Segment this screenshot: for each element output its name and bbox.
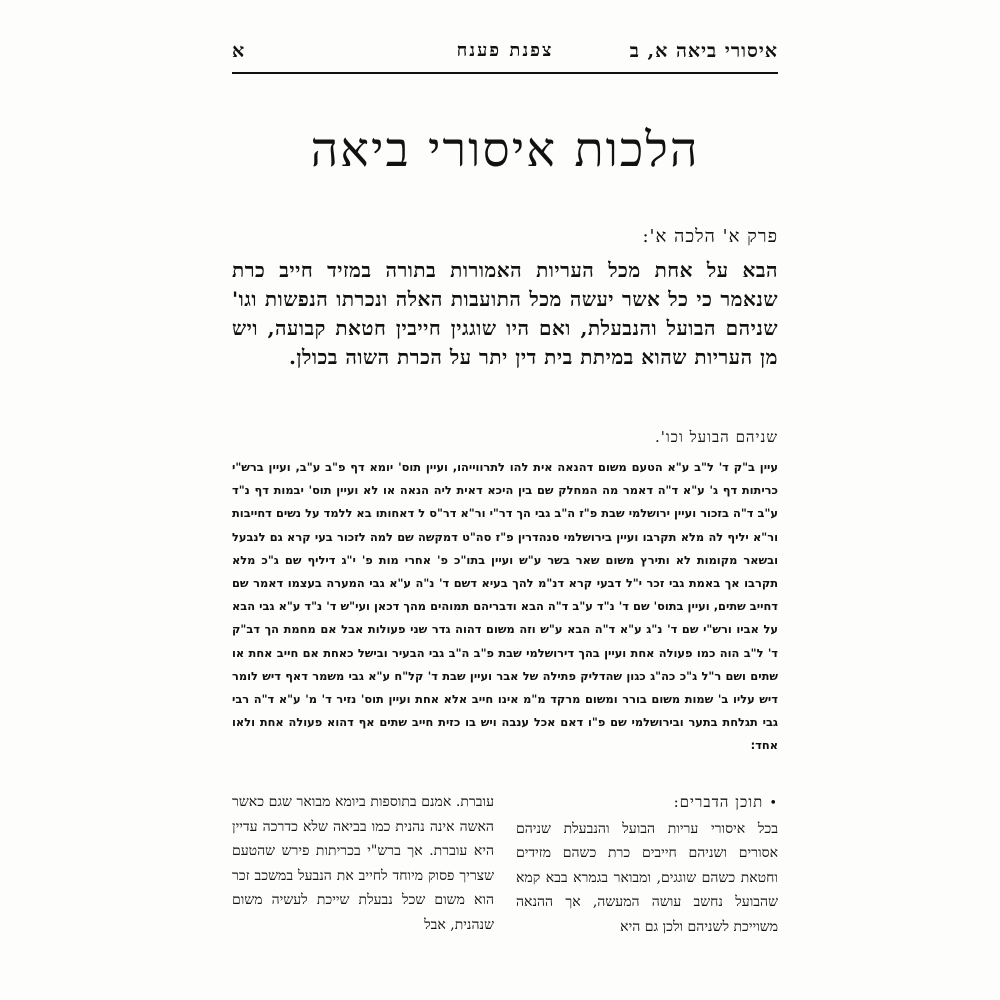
- running-head: [232, 40, 778, 74]
- header-rule: [232, 72, 778, 74]
- halacha-text: הבא על אחת מכל העריות האמורות בתורה במזיד חייב כרת שנאמר כי כל אשר יעשה מכל התועבות האלה ונכרתו הנפשות וגו' שניהם הבועל והנבעלת, ואם היו שוגגין חייבין חטאת קבועה, ויש מן העריות שהוא במיתת בית דין יתר על הכרת השוה בכולן.: [232, 258, 778, 369]
- page-number: א: [232, 40, 245, 62]
- page-title: הלכות איסורי ביאה: [310, 122, 700, 178]
- summary-title-label: תוכן הדברים:: [673, 793, 764, 811]
- summary-text-left: עוברת. אמנם בתוספות ביומא מבואר שגם כאשר האשה אינה נהנית כמו בביאה שלא כדרכה עדיין היא עוברת. אך ברש"י בכריתות פירש שהטעם שצריך פסוק מיוחד לחייב את הנבעל במשכב זכר הוא משום שכל נבעלת שייכת לעשיה משום שנהנית, אבל: [232, 794, 494, 933]
- commentary-text: עיין ב"ק ד' ל"ב ע"א הטעם משום דהנאה אית להו לתרווייהו, ועיין תוס' יומא דף פ"ב ע"ב, ועיין ברש"י כריתות דף ג' ע"א ד"ה דאמר מה המחלק שם בין היכא דאית ליה הנאה או לא ועיין תוס' יבמות דף נ"ד ע"ב ד"ה בזכור ועיין ירושלמי שבת פ"ז ה"ב גבי הך דר"י ור"א דר"ס ל דאחותו בא ללמד על נשים דחייבות ור"א יליף לה מלא תקרבו ועיין בירושלמי סנהדרין פ"ז סה"ט דמקשה שם למה לזכור בעי קרא גם לנבעל ובשאר מקומות לא ותירץ משום שאר בשר ע"ש ועיין בתו"כ פ' אחרי מות פ' י"ג דיליף שם ג"כ מלא תקרבו אך באמת גבי זכר י"ל דבעי קרא דנ"מ להך בעיא דשם ד' נ"ה ע"א גבי המערה בעצמו דאמר שם דחייב שתים, ועיין בתוס' שם ד' נ"ד ע"ב ד"ה הבא ודבריהם תמוהים מהך דכאן ועי"ש ד' נ"ד ע"א גבי הבא על אביו ורש"י שם ד' נ"ג ע"א ד"ה הבא ע"ש וזה משום דהוה גדר שני פעולות אבל אם מחמת הך דב"ק ד' ל"ב הוה כמו פעולה אחת ועיין בהך דירושלמי שבת פ"ב ה"ב גבי הבעיר ובישל כאחת אם חייב אחת או שתים ושם ר"ל ג"כ כה"ג כגון שהדליק פתילה של אבר ועיין שבת ד' קל"ח ע"א גבי משמר דאף דיש לומר דיש עליו ב' שמות משום בורר ומשום מרקד מ"מ אינו חייב אלא אחת ועיין תוס' נזיר ד' מ' ע"א ד"ה רבי גבי תגלחת בתער ובירושלמי שם פ"ו דאם אכל ענבה ויש בו כזית חייב שתים אף דהוא פעולה אחת ולאו אחד:: [232, 460, 778, 753]
- summary-title: [516, 790, 778, 817]
- running-head-section: איסורי ביאה א, ב: [629, 40, 778, 62]
- dibur-hamatchil: שניהם הבועל וכו'.: [654, 428, 778, 446]
- summary-column-right: [516, 790, 778, 940]
- running-head-book-title: צפנת פענח: [456, 40, 554, 61]
- summary-text-right: בכל איסורי עריות הבועל והנבעלת שניהם אסורים ושניהם חייבים כרת כשהם מזידים וחטאת כשהם שוגגים, ומבואר בגמרא בבא קמא שהבועל נחשב עושה המעשה, אך ההנאה משוייכת לשניהם ולכן גם היא: [516, 820, 778, 935]
- summary-column-left: [232, 790, 494, 938]
- bullet-icon: •: [769, 796, 778, 811]
- chapter-halacha-heading: פרק א' הלכה א':: [642, 226, 778, 247]
